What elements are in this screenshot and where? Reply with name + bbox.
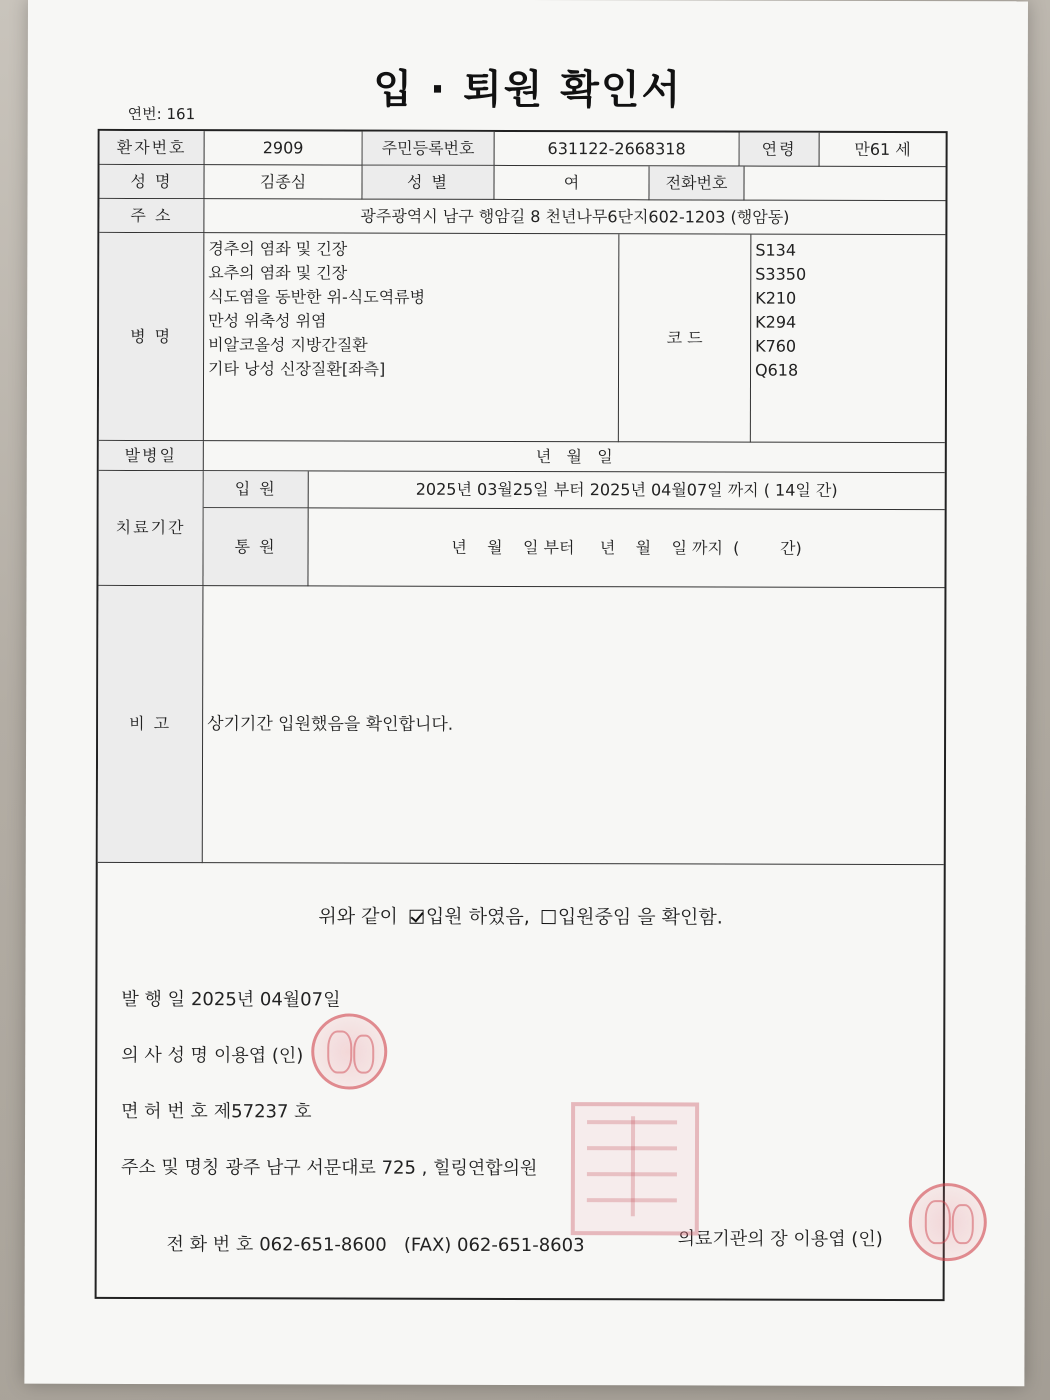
- label-name: 성 명: [99, 165, 204, 199]
- patient-sex: 여: [494, 166, 649, 200]
- patient-phone: [744, 167, 945, 202]
- document-page: [24, 0, 1028, 1386]
- doctor-label: 의 사 성 명: [121, 1044, 208, 1067]
- checkbox-admitted[interactable]: [410, 910, 424, 924]
- serial-number: 연번: 161: [127, 104, 196, 124]
- disease-item: 식도염을 동반한 위-식도역류병: [208, 287, 426, 307]
- code-item: K760: [755, 336, 797, 356]
- outpatient-period: 년 월 일 부터 년 월 일 까지 ( 간): [308, 508, 944, 588]
- label-code: 코 드: [619, 234, 752, 442]
- clinic-address-label: 주소 및 명칭: [120, 1156, 220, 1179]
- code-item: S3350: [755, 264, 807, 284]
- license-label: 면 허 번 호: [121, 1100, 208, 1123]
- disease-item: 비알코올성 지방간질환: [208, 335, 368, 355]
- code-item: K210: [755, 288, 797, 308]
- doctor-seal-stamp: [311, 1013, 387, 1089]
- confirm-statement: [98, 901, 944, 930]
- doctor-line: [121, 1041, 309, 1067]
- code-item: S134: [755, 240, 797, 260]
- checkbox-hospitalized[interactable]: [542, 910, 556, 924]
- disease-item: 경추의 염좌 및 긴장: [208, 239, 348, 259]
- disease-item: 요추의 염좌 및 긴장: [208, 263, 348, 283]
- label-inpatient: 입 원: [204, 471, 309, 508]
- disease-list: [208, 237, 425, 382]
- document-title: 입 · 퇴원 확인서: [373, 66, 683, 114]
- label-treatment: 치료기간: [98, 471, 203, 586]
- confirm-prefix: 위와 같이: [318, 905, 398, 928]
- remarks-text: 상기기간 입원했음을 확인합니다.: [203, 586, 945, 865]
- tel-label: 전 화 번 호: [166, 1234, 254, 1256]
- patient-name: 김종심: [204, 165, 362, 199]
- label-age: 연령: [740, 133, 820, 167]
- code-list-cell: [751, 235, 946, 444]
- confirm-option-hospitalized: 입원중임 을 확인함.: [557, 906, 723, 929]
- clinic-seal-stamp: [571, 1102, 699, 1235]
- disease-item: 만성 위축성 위염: [208, 311, 327, 331]
- label-onset: 발병일: [99, 441, 204, 471]
- label-outpatient: 통 원: [203, 508, 308, 586]
- tel-line: [121, 1209, 591, 1278]
- label-phone: 전화번호: [649, 166, 744, 200]
- head-signature: 의료기관의 장 이용엽 (인): [677, 1228, 883, 1250]
- issue-section: [97, 863, 944, 1301]
- disease-list-cell: [204, 233, 620, 442]
- patient-age: 만61 세: [820, 133, 946, 167]
- inpatient-period: 2025년 03월25일 부터 2025년 04월07일 까지 ( 14일 간): [309, 471, 945, 510]
- license-line: [121, 1097, 318, 1124]
- code-item: K294: [755, 312, 797, 332]
- address-line: [121, 1153, 544, 1180]
- label-remarks: 비 고: [98, 586, 204, 863]
- confirm-option-admitted: 입원 하였음,: [425, 905, 530, 929]
- resident-number: 631122-2668318: [495, 132, 740, 167]
- clinic-address: 광주 남구 서문대로 725 , 힐링연합의원: [225, 1157, 538, 1180]
- label-sex: 성 별: [362, 166, 494, 200]
- label-address: 주 소: [99, 199, 204, 233]
- code-list: [755, 239, 806, 383]
- patient-number: 2909: [205, 131, 363, 165]
- head-seal-stamp: [909, 1183, 987, 1261]
- issue-date: 2025년 04월07일: [190, 989, 341, 1011]
- license-number: 제57237 호: [213, 1101, 312, 1123]
- form-table: [95, 129, 948, 1301]
- clinic-tel: 062-651-8600 (FAX) 062-651-8603: [259, 1234, 585, 1257]
- code-item: Q618: [755, 360, 799, 380]
- label-disease: 병 명: [99, 233, 205, 441]
- doctor-name: 이용엽 (인): [213, 1045, 304, 1067]
- patient-address: 광주광역시 남구 행암길 8 천년나무6단지602-1203 (행암동): [204, 199, 945, 235]
- issue-date-line: [121, 985, 346, 1012]
- label-patient-no: 환자번호: [100, 131, 205, 165]
- label-resident-no: 주민등록번호: [363, 132, 495, 166]
- disease-item: 기타 낭성 신장질환[좌측]: [208, 359, 386, 379]
- onset-date: 년 월 일: [204, 441, 945, 473]
- issue-date-label: 발 행 일: [121, 988, 186, 1011]
